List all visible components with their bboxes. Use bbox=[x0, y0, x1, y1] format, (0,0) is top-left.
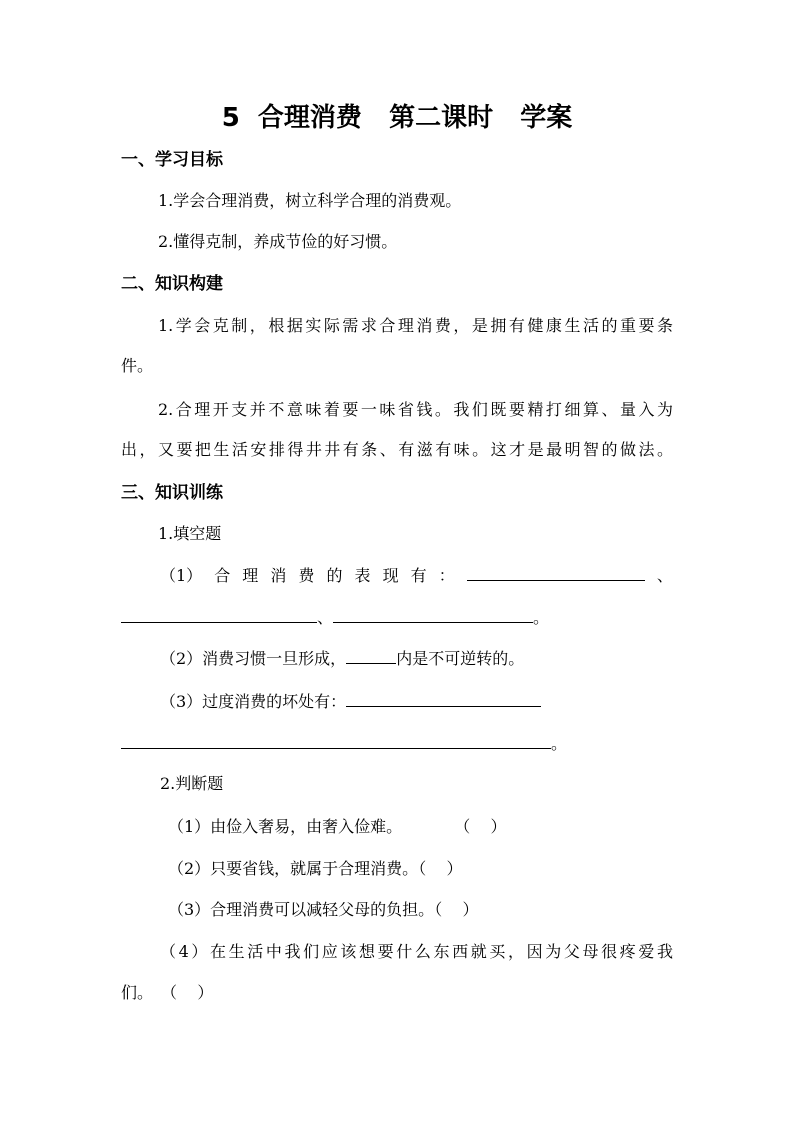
judgment-label: 2.判断题 bbox=[160, 774, 224, 793]
fill-q1-separator-2: 、 bbox=[317, 608, 334, 627]
answer-blank[interactable] bbox=[121, 606, 317, 623]
answer-blank[interactable] bbox=[346, 647, 396, 664]
answer-blank[interactable] bbox=[121, 732, 551, 749]
section-heading-knowledge: 二、知识构建 bbox=[121, 274, 223, 294]
answer-parentheses[interactable]: （ ） bbox=[169, 983, 214, 1002]
objective-item-1: 1.学会合理消费，树立科学合理的消费观。 bbox=[158, 191, 462, 210]
knowledge-paragraph-1-line-1: 1.学会克制，根据实际需求合理消费，是拥有健康生活的重要条 bbox=[158, 316, 673, 335]
fill-q1-end: 。 bbox=[533, 608, 550, 627]
answer-blank[interactable] bbox=[346, 690, 541, 707]
fill-q1-char: 表 bbox=[354, 566, 371, 585]
fill-q2-text-before: （2）消费习惯一旦形成， bbox=[160, 649, 347, 668]
judgment-question-3 bbox=[168, 898, 479, 922]
answer-blank[interactable] bbox=[467, 564, 645, 581]
fill-question-2 bbox=[160, 647, 524, 671]
fill-q1-char: 消 bbox=[270, 566, 287, 585]
fill-q1-char: 理 bbox=[242, 566, 259, 585]
fill-question-1-line-2 bbox=[121, 606, 549, 630]
fill-q3-text: （3）过度消费的坏处有： bbox=[160, 692, 347, 711]
fill-q3-end: 。 bbox=[551, 734, 568, 753]
fill-q1-char: 合 bbox=[214, 566, 231, 585]
page-title: 5 合理消费 第二课时 学案 bbox=[221, 103, 573, 133]
knowledge-paragraph-2-line-1: 2.合理开支并不意味着要一味省钱。我们既要精打细算、量入为 bbox=[158, 400, 673, 419]
section-heading-objectives: 一、学习目标 bbox=[121, 150, 223, 170]
judgment-question-4-line-2 bbox=[121, 981, 213, 1005]
fill-q1-char: 费 bbox=[298, 566, 315, 585]
fill-question-3-line-2 bbox=[121, 732, 567, 756]
fill-q1-char: 的 bbox=[326, 566, 343, 585]
fill-q1-separator: 、 bbox=[656, 566, 673, 585]
fill-in-label: 1.填空题 bbox=[158, 524, 222, 543]
knowledge-paragraph-2-line-2: 出，又要把生活安排得井井有条、有滋有味。这才是最明智的做法。 bbox=[121, 440, 673, 459]
fill-q1-char: 现 bbox=[382, 566, 399, 585]
answer-blank[interactable] bbox=[333, 606, 533, 623]
judge-q4-text: 们。 bbox=[121, 983, 154, 1002]
judge-q1-text: （1）由俭入奢易，由奢入俭难。 bbox=[168, 817, 403, 836]
judgment-question-4-line-1: （4）在生活中我们应该想要什么东西就买，因为父母很疼爱我 bbox=[160, 942, 673, 961]
knowledge-paragraph-1-line-2: 件。 bbox=[121, 356, 154, 375]
answer-parentheses[interactable]: （ ） bbox=[462, 817, 507, 836]
answer-parentheses[interactable]: （ ） bbox=[418, 859, 463, 878]
objective-item-2: 2.懂得克制，养成节俭的好习惯。 bbox=[158, 232, 398, 251]
fill-q1-char: （1） bbox=[160, 566, 203, 585]
judge-q2-text: （2）只要省钱，就属于合理消费。 bbox=[168, 859, 419, 878]
fill-q1-char: ： bbox=[438, 566, 455, 585]
fill-question-1-line-1 bbox=[160, 564, 673, 588]
fill-question-3-line-1 bbox=[160, 690, 541, 714]
fill-q2-text-after: 内是不可逆转的。 bbox=[396, 649, 525, 668]
fill-q1-char: 有 bbox=[410, 566, 427, 585]
answer-parentheses[interactable]: （ ） bbox=[434, 900, 479, 919]
judgment-question-1 bbox=[168, 815, 507, 839]
judgment-question-2 bbox=[168, 857, 463, 881]
section-heading-practice: 三、知识训练 bbox=[121, 483, 223, 503]
judge-q3-text: （3）合理消费可以减轻父母的负担。 bbox=[168, 900, 435, 919]
